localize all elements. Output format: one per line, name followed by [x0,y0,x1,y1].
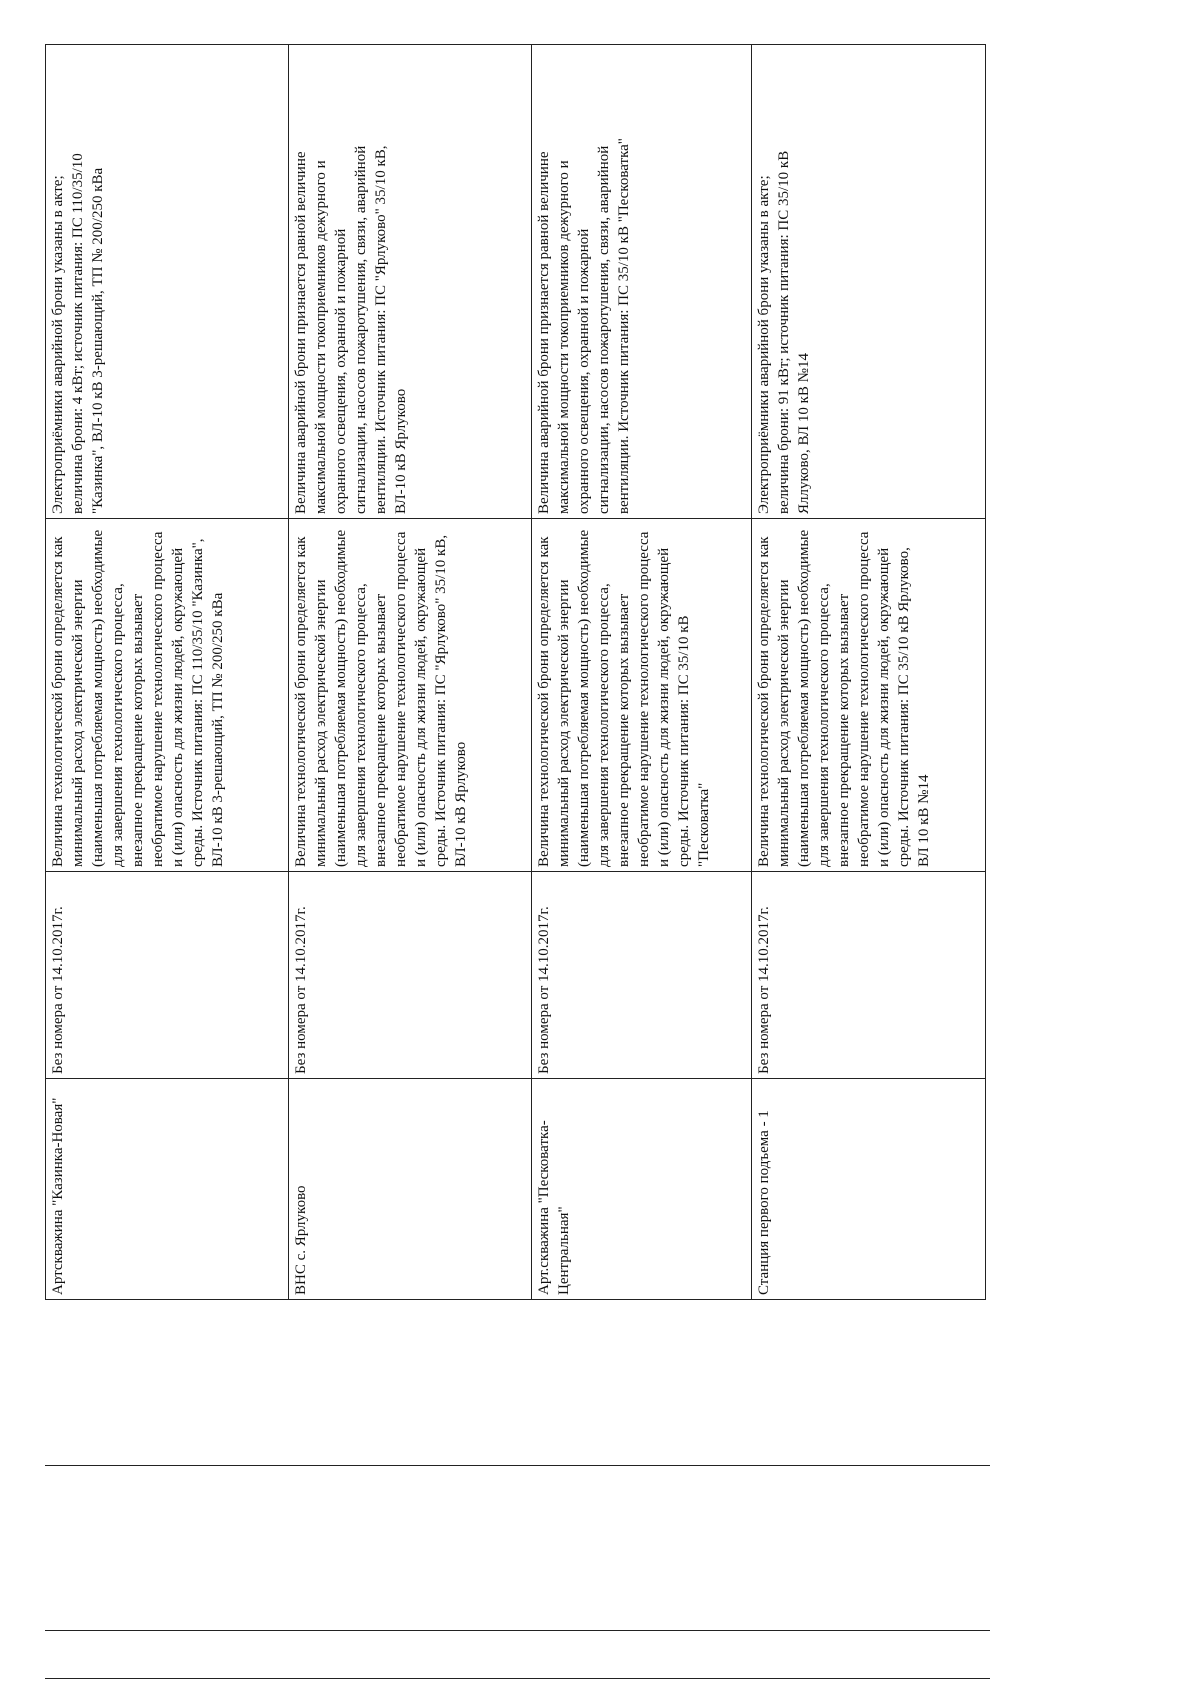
divider-line [45,1465,990,1466]
table-row [46,45,289,1300]
divider-line [45,1678,990,1679]
tech-reserve-cell: Величина технологической брони определяется как минимальный расход электрической энергии (наименьшая потребляемая мощность) необходимые для завершения технологического процесса, внезапное прекращение которых вызывает необратимое нарушение технологического процесса и (или) опасность для жизни людей, окружающей среды. Источник питания: ПС "Ярлуково" 35/10 кВ, ВЛ-10 кВ Ярлуково [289,519,532,872]
object-name-cell: Артскважина "Казинка-Новая" [46,1079,289,1300]
act-cell: Без номера от 14.10.2017г. [532,872,752,1079]
emergency-reserve-cell: Электроприёмники аварийной брони указаны в акте; величина брони: 91 кВт; источник питания: ПС 35/10 кВ Яллуково, ВЛ 10 кВ №14 [752,45,986,519]
emergency-reserve-cell: Величина аварийной брони признается равной величине максимальной мощности токоприемников дежурного и охранного освещения, охранной и пожарной сигнализации, насосов пожаротушения, связи, аварийной вентиляции. Источник питания: ПС "Ярлуково" 35/10 кВ, ВЛ-10 кВ Ярлуково [289,45,532,519]
reserve-table [45,44,986,1300]
tech-reserve-cell: Величина технологической брони определяется как минимальный расход электрической энергии (наименьшая потребляемая мощность) необходимые для завершения технологического процесса, внезапное прекращение которых вызывает необратимое нарушение технологического процесса и (или) опасность для жизни людей, окружающей среды. Источник питания: ПС 35/10 кВ Ярлуково, ВЛ 10 кВ №14 [752,519,986,872]
table-row [752,45,986,1300]
object-name-cell: ВНС с. Ярлуково [289,1079,532,1300]
act-cell: Без номера от 14.10.2017г. [46,872,289,1079]
act-cell: Без номера от 14.10.2017г. [752,872,986,1079]
act-cell: Без номера от 14.10.2017г. [289,872,532,1079]
object-name-cell: Станция первого подъема - 1 [752,1079,986,1300]
table-row [532,45,752,1300]
tech-reserve-cell: Величина технологической брони определяется как минимальный расход электрической энергии (наименьшая потребляемая мощность) необходимые для завершения технологического процесса, внезапное прекращение которых вызывает необратимое нарушение технологического процесса и (или) опасность для жизни людей, окружающей среды. Источник питания: ПС 35/10 кВ "Песковатка" [532,519,752,872]
divider-line [45,1630,990,1631]
rotated-page-content [45,45,985,1300]
table-row [289,45,532,1300]
object-name-cell: Арт.скважина "Песковатка-Центральная" [532,1079,752,1300]
tech-reserve-cell: Величина технологической брони определяется как минимальный расход электрической энергии (наименьшая потребляемая мощность) необходимые для завершения технологического процесса, внезапное прекращение которых вызывает необратимое нарушение технологического процесса и (или) опасность для жизни людей, окружающей среды. Источник питания: ПС 110/35/10 "Казинка", ВЛ-10 кВ 3-решающий, ТП № 200/250 кВа [46,519,289,872]
emergency-reserve-cell: Электроприёмники аварийной брони указаны в акте; величина брони: 4 кВт; источник питания: ПС 110/35/10 "Казинка", ВЛ-10 кВ 3-решающий, ТП № 200/250 кВа [46,45,289,519]
emergency-reserve-cell: Величина аварийной брони признается равной величине максимальной мощности токоприемников дежурного и охранного освещения, охранной и пожарной сигнализации, насосов пожаротушения, связи, аварийной вентиляции. Источник питания: ПС 35/10 кВ "Песковатка" [532,45,752,519]
